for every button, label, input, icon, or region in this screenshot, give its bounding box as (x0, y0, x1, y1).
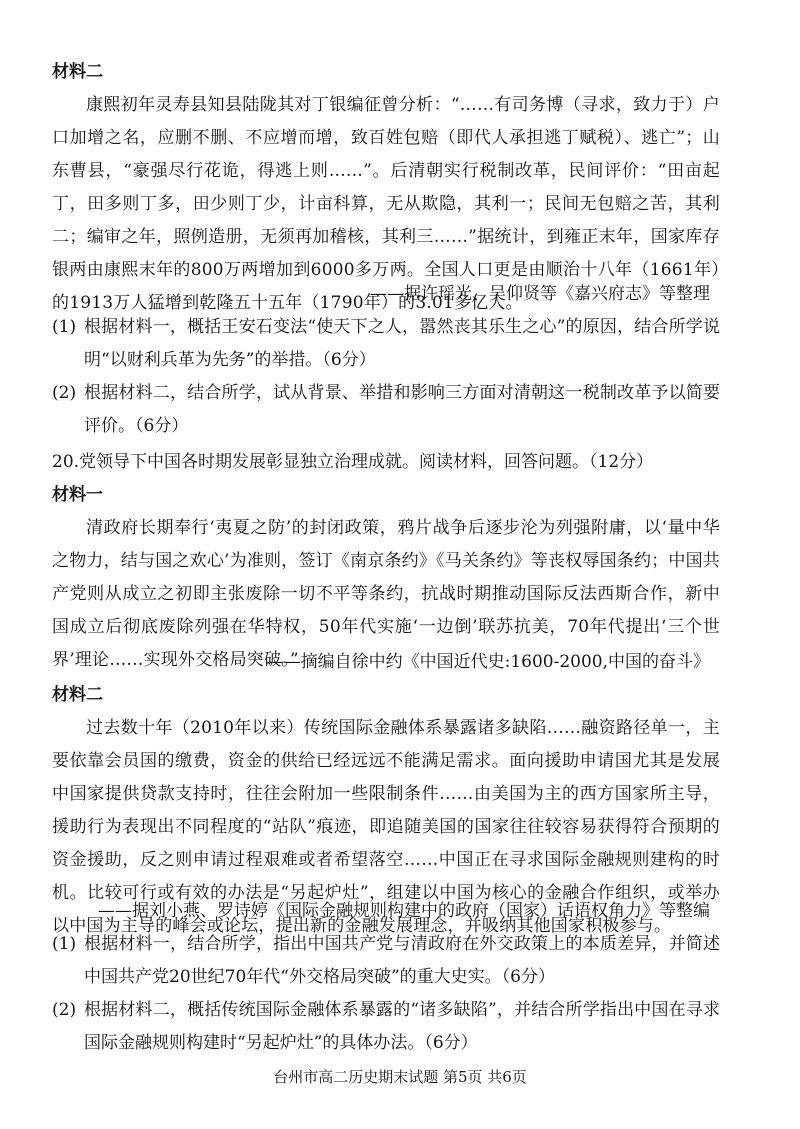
question-item (52, 377, 720, 443)
question-item (52, 311, 720, 377)
question-number: (2) (52, 1000, 77, 1020)
material-heading: 材料二 (52, 62, 103, 82)
question-item (52, 928, 720, 994)
source-citation-block (52, 895, 720, 928)
question-20-title: 20.党领导下中国各时期发展彰显独立治理成就。阅读材料，回答问题。（12分） (52, 452, 654, 472)
question-text: 根据材料二，概括传统国际金融体系暴露的“诸多缺陷”，并结合所学指出中国在寻求国际金融规则构建时“另起炉灶”的具体办法。（6分） (84, 1000, 720, 1053)
question-number: (1) (52, 317, 77, 337)
page-footer: 台州市高二历史期末试题 第5页 共6页 (273, 1068, 527, 1086)
source-citation-block (52, 646, 720, 679)
material-paragraph: 康熙初年灵寿县知县陆陇其对丁银编征曾分析：“……有司务博（寻求，致力于）户口加增之名，应删不删、不应增而增，致百姓包赔（即代人承担逃丁赋税）、逃亡”；山东曹县，“豪强尽行花诡，得逃上则……”。后清朝实行税制改革，民间评价：“田亩起丁，田多则丁多，田少则丁少，计亩科算，无从欺隐，其利一；民间无包赔之苦，其利二；编审之年，照例造册，无须再加稽核，其利三……”据统计，到雍正末年，国家库存银两由康熙末年的800万两增加到6000多万两。全国人口更是由顺治十八年（1661年）的1913万人猛增到乾隆五十五年（1790年）的3.01多亿人。 (52, 95, 720, 313)
question-number: (2) (52, 383, 77, 403)
question-text: 根据材料一，结合所学，指出中国共产党与清政府在外交政策上的本质差异，并简述中国共产党20世纪70年代“外交格局突破”的重大史实。（6分） (84, 934, 720, 987)
q20-question-list (52, 928, 720, 1060)
material-heading: 材料二 (52, 685, 103, 705)
material-paragraph: 过去数十年（2010年以来）传统国际金融体系暴露诸多缺陷……融资路径单一，主要依靠会员国的缴费，资金的供给已经远远不能满足需求。面向援助申请国尤其是发展中国家提供贷款支持时，往往会附加一些限制条件……由美国为主的西方国家所主导，援助行为表现出不同程度的“站队”痕迹，即追随美国的国家往往较容易获得符合预期的资金援助，反之则申请过程艰难或者希望落空……中国正在寻求国际金融规则建构的时机。比较可行或有效的办法是“另起炉灶”，组建以中国为核心的金融合作组织，或举办以中国为主导的峰会或论坛，提出新的金融发展理念，并吸纳其他国家积极参与。 (52, 718, 720, 936)
source-citation-block (52, 278, 720, 311)
question-item (52, 994, 720, 1060)
material-heading: 材料一 (52, 485, 103, 505)
question-list (52, 311, 720, 443)
question-text: 根据材料一，概括王安石变法“使天下之人，嚣然丧其乐生之心”的原因，结合所学说明“以财利兵革为先务”的举措。（6分） (84, 317, 720, 370)
source-citation: ——据刘小燕、罗诗婷《国际金融规则构建中的政府（国家）话语权角力》等整编 (98, 901, 710, 921)
source-citation: ——摘编自徐中约《中国近代史:1600-2000,中国的奋斗》 (266, 652, 710, 672)
material-paragraph: 清政府长期奉行‘夷夏之防’的封闭政策，鸦片战争后逐步沦为列强附庸，以‘量中华之物力，结与国之欢心’为准则，签订《南京条约》《马关条约》等丧权辱国条约；中国共产党则从成立之初即主张废除一切不平等条约，抗战时期推动国际反法西斯合作，新中国成立后彻底废除列强在华特权，50年代实施‘一边倒’联苏抗美，70年代提出‘三个世界’理论……实现外交格局突破。” (52, 518, 720, 670)
question-number: (1) (52, 934, 77, 954)
source-citation: ——据许瑶光、吴仰贤等《嘉兴府志》等整理 (370, 284, 710, 304)
question-text: 根据材料二，结合所学，试从背景、举措和影响三方面对清朝这一税制改革予以简要评价。（6分） (84, 383, 720, 436)
